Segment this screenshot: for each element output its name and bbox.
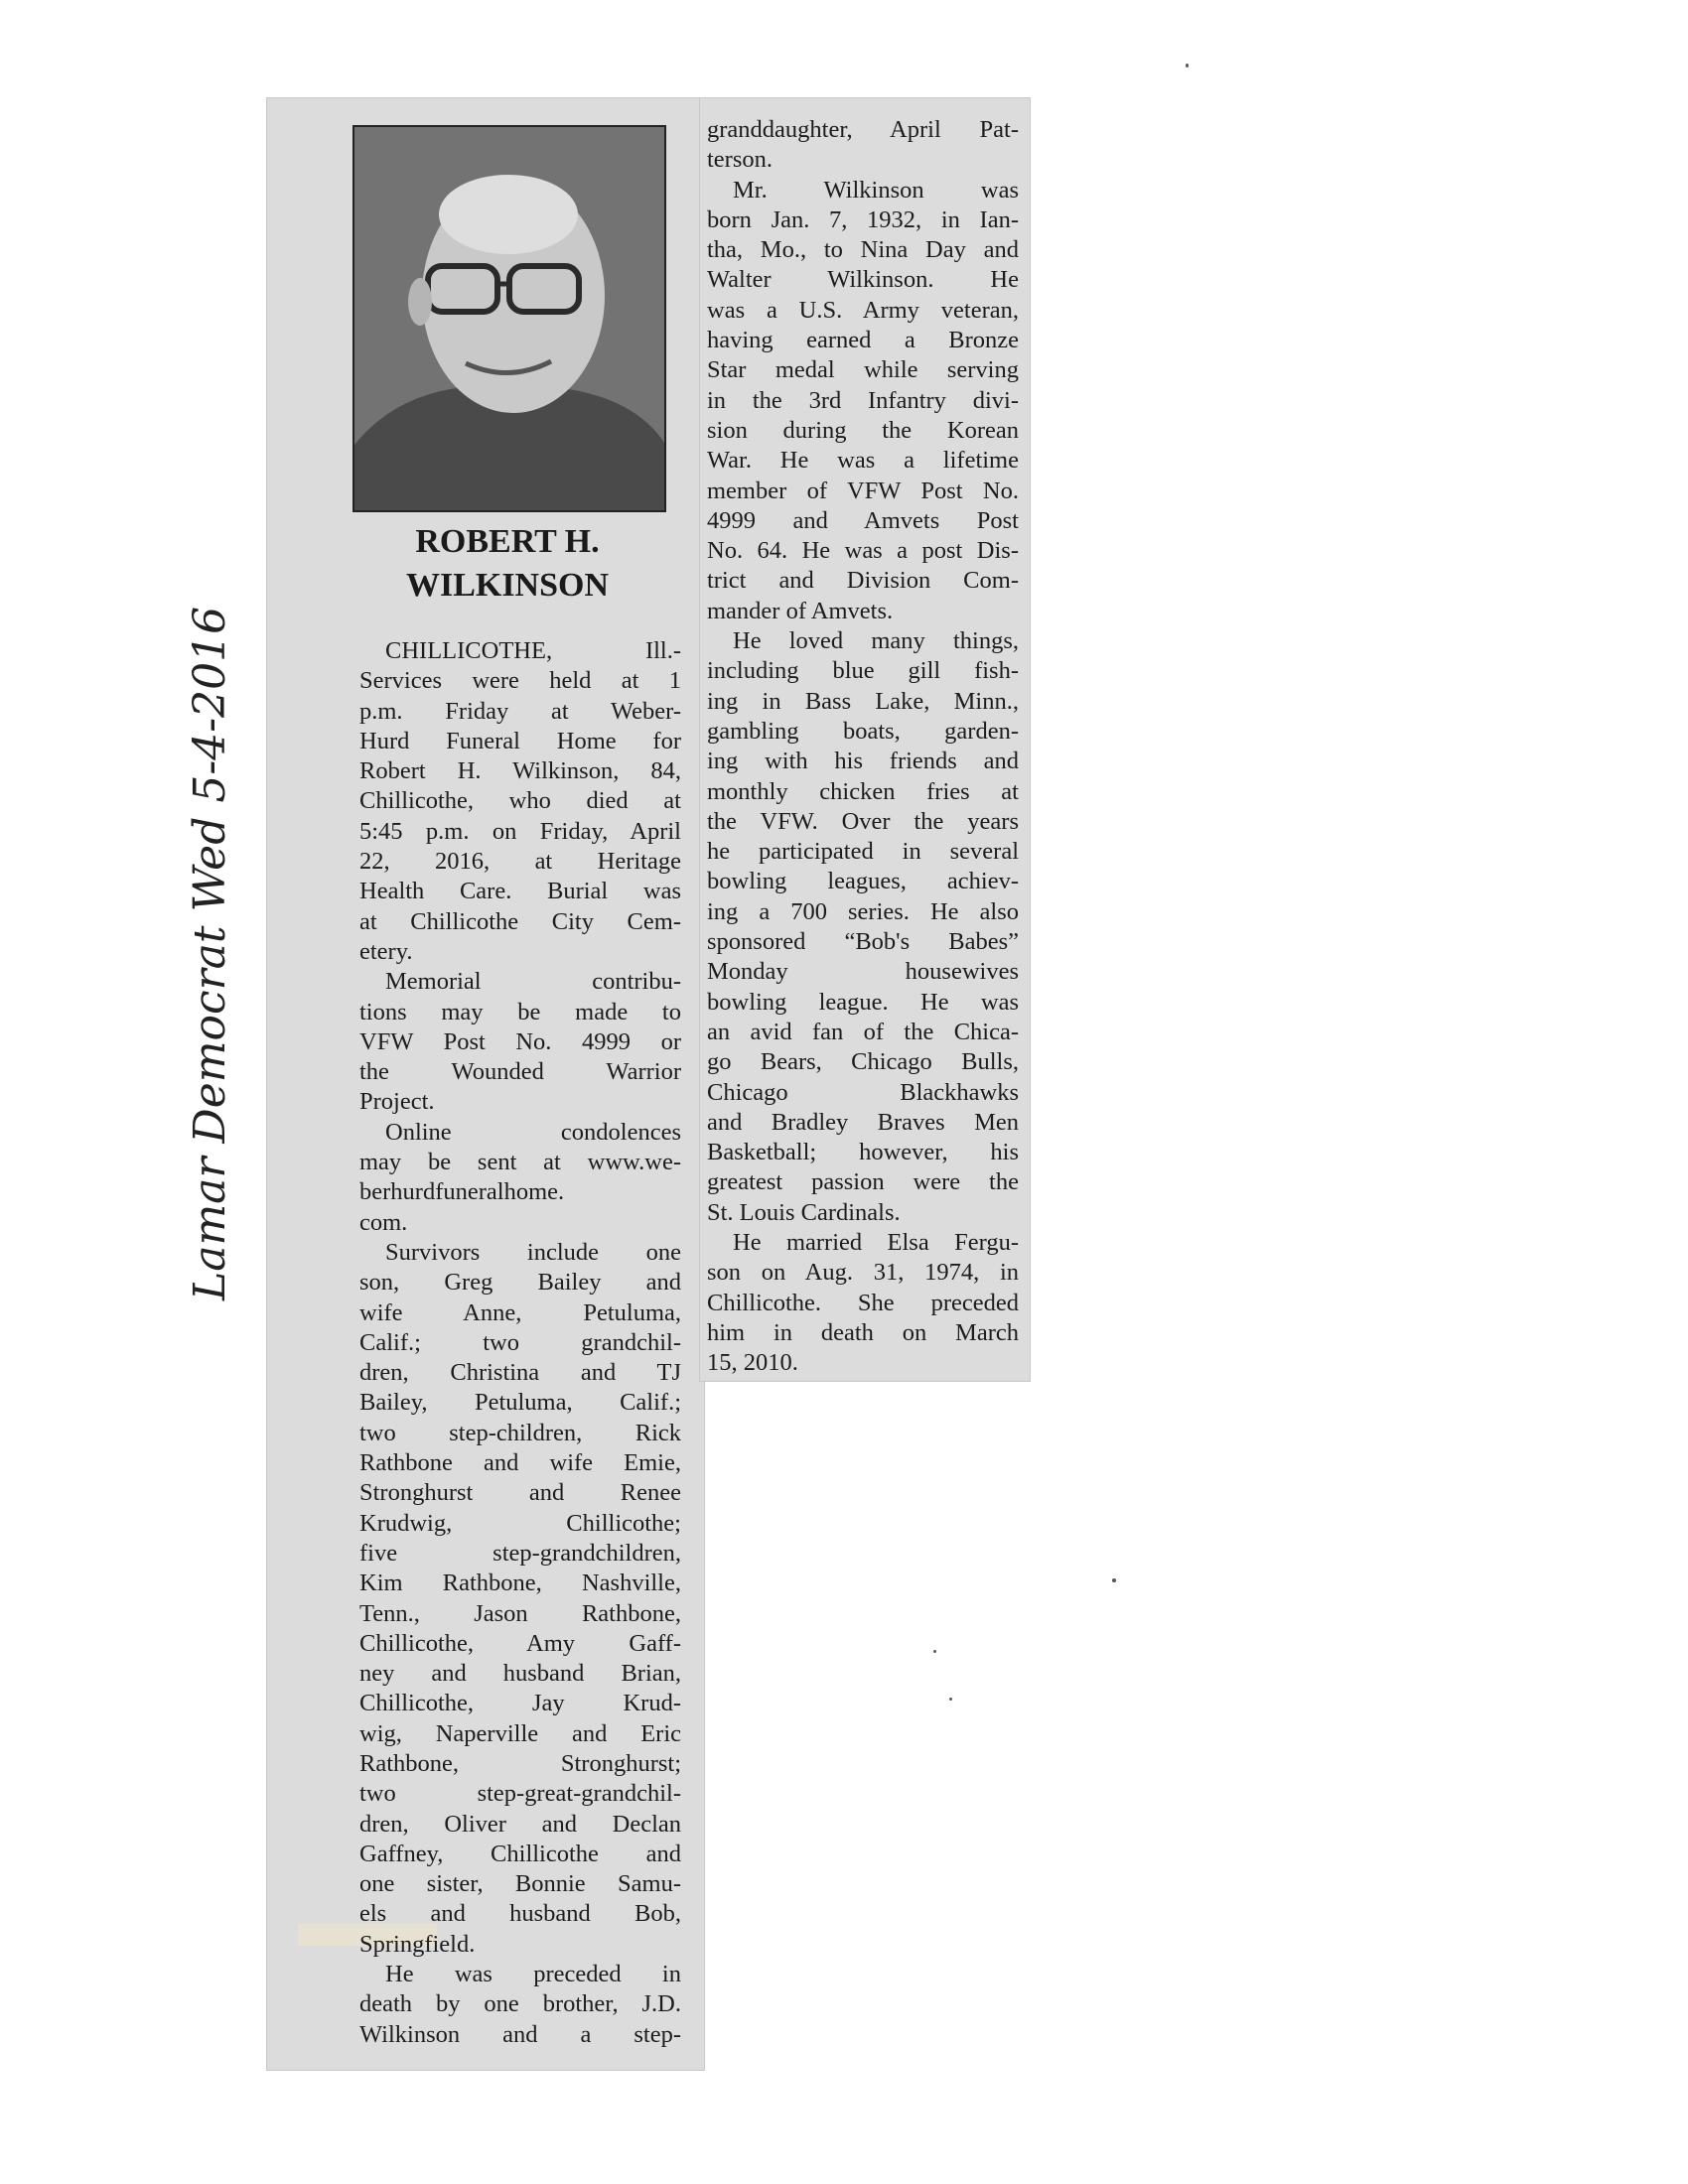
text-line: Gaffney, Chillicothe and [359, 1840, 681, 1867]
text-line: He was preceded in [385, 1961, 681, 1988]
text-line: 22, 2016, at Heritage [359, 848, 681, 876]
text-line: wife Anne, Petuluma, [359, 1298, 681, 1326]
text-line: the VFW. Over the years [707, 807, 1019, 835]
text-line: mander of Amvets. [707, 597, 894, 624]
text-line: the Wounded Warrior [359, 1058, 681, 1086]
text-line: and Bradley Braves Men [707, 1108, 1019, 1136]
text-line: Online condolences [385, 1118, 681, 1146]
text-line: com. [359, 1208, 408, 1236]
text-line: Services were held at 1 [359, 667, 681, 695]
text-line: ing with his friends and [707, 748, 1019, 775]
text-line: Survivors include one [385, 1238, 681, 1266]
portrait-photo [352, 125, 666, 512]
text-line: tions may be made to [359, 998, 681, 1025]
text-line: VFW Post No. 4999 or [359, 1027, 681, 1055]
text-line: Hurd Funeral Home for [359, 727, 681, 754]
headline-line-2: WILKINSON [405, 567, 610, 604]
text-line: sion during the Korean [707, 416, 1019, 444]
text-line: trict and Division Com- [707, 567, 1019, 595]
text-line: Rathbone, Stronghurst; [359, 1749, 681, 1777]
text-line: CHILLICOTHE, Ill.- [385, 637, 681, 664]
text-line: two step-children, Rick [359, 1419, 681, 1446]
text-line: p.m. Friday at Weber- [359, 697, 681, 725]
headline-line-1: ROBERT H. [415, 523, 600, 560]
text-line: five step-grandchildren, [359, 1539, 681, 1567]
text-line: at Chillicothe City Cem- [359, 907, 681, 935]
text-line: one sister, Bonnie Samu- [359, 1870, 681, 1898]
text-line: Walter Wilkinson. He [707, 266, 1019, 294]
text-line: Basketball; however, his [707, 1139, 1019, 1166]
portrait-photo-icon [354, 127, 664, 510]
text-line: member of VFW Post No. [707, 477, 1019, 504]
text-line: death by one brother, J.D. [359, 1990, 681, 2018]
text-line: gambling boats, garden- [707, 717, 1019, 745]
text-line: Stronghurst and Renee [359, 1479, 681, 1507]
text-line: son on Aug. 31, 1974, in [707, 1259, 1019, 1287]
text-line: go Bears, Chicago Bulls, [707, 1048, 1019, 1076]
text-line: els and husband Bob, [359, 1900, 681, 1928]
text-line: No. 64. He was a post Dis- [707, 537, 1019, 565]
text-line: 15, 2010. [707, 1349, 798, 1377]
text-line: Rathbone and wife Emie, [359, 1449, 681, 1477]
text-line: ing in Bass Lake, Minn., [707, 687, 1019, 715]
obituary-column-2 [707, 115, 1019, 1378]
text-line: Krudwig, Chillicothe; [359, 1509, 681, 1537]
text-line: Memorial contribu- [385, 968, 681, 996]
text-line: Wilkinson and a step- [359, 2020, 681, 2048]
text-line: bowling leagues, achiev- [707, 868, 1019, 895]
text-line: Chillicothe. She preceded [707, 1289, 1019, 1316]
text-line: 4999 and Amvets Post [707, 506, 1019, 534]
text-line: born Jan. 7, 1932, in Ian- [707, 205, 1019, 233]
text-line: Mr. Wilkinson was [733, 176, 1019, 204]
text-line: tha, Mo., to Nina Day and [707, 236, 1019, 264]
handwritten-note: Lamar Democrat Wed 5-4-2016 [185, 606, 235, 1300]
obituary-headline [352, 520, 662, 608]
scan-speck [1112, 1578, 1116, 1582]
text-line: Tenn., Jason Rathbone, [359, 1599, 681, 1627]
text-line: may be sent at www.we- [359, 1149, 681, 1176]
text-line: Calif.; two grandchil- [359, 1328, 681, 1356]
text-line: 5:45 p.m. on Friday, April [359, 817, 681, 845]
text-line: Chillicothe, who died at [359, 787, 681, 815]
text-line: Health Care. Burial was [359, 878, 681, 905]
text-line: terson. [707, 146, 773, 174]
text-line: monthly chicken fries at [707, 777, 1019, 805]
text-line: dren, Christina and TJ [359, 1359, 681, 1387]
text-line: War. He was a lifetime [707, 447, 1019, 475]
text-line: bowling league. He was [707, 988, 1019, 1016]
text-line: dren, Oliver and Declan [359, 1810, 681, 1838]
text-line: Springfield. [359, 1930, 476, 1958]
text-line: berhurdfuneralhome. [359, 1178, 565, 1206]
text-line: in the 3rd Infantry divi- [707, 386, 1019, 414]
text-line: Star medal while serving [707, 356, 1019, 384]
text-line: Chillicothe, Amy Gaff- [359, 1629, 681, 1657]
text-line: him in death on March [707, 1318, 1019, 1346]
obituary-column-1 [359, 636, 681, 2050]
text-line: son, Greg Bailey and [359, 1269, 681, 1297]
scan-speck [949, 1698, 952, 1701]
text-line: Chillicothe, Jay Krud- [359, 1690, 681, 1717]
text-line: Monday housewives [707, 958, 1019, 986]
scan-speck [933, 1650, 936, 1653]
text-line: Project. [359, 1088, 435, 1116]
text-line: granddaughter, April Pat- [707, 116, 1019, 143]
text-line: Chicago Blackhawks [707, 1078, 1019, 1106]
text-line: wig, Naperville and Eric [359, 1719, 681, 1747]
text-line: he participated in several [707, 838, 1019, 866]
text-line: greatest passion were the [707, 1168, 1019, 1196]
text-line: ney and husband Brian, [359, 1660, 681, 1688]
text-line: Bailey, Petuluma, Calif.; [359, 1389, 681, 1417]
text-line: He married Elsa Fergu- [733, 1228, 1019, 1256]
text-line: was a U.S. Army veteran, [707, 296, 1019, 324]
text-line: ing a 700 series. He also [707, 897, 1019, 925]
scan-speck [1186, 64, 1189, 68]
text-line: He loved many things, [733, 627, 1019, 655]
text-line: St. Louis Cardinals. [707, 1198, 901, 1226]
text-line: etery. [359, 937, 413, 965]
text-line: sponsored “Bob's Babes” [707, 928, 1019, 956]
text-line: having earned a Bronze [707, 327, 1019, 354]
text-line: two step-great-grandchil- [359, 1780, 681, 1808]
text-line: Kim Rathbone, Nashville, [359, 1570, 681, 1597]
text-line: an avid fan of the Chica- [707, 1018, 1019, 1045]
text-line: Robert H. Wilkinson, 84, [359, 757, 681, 785]
text-line: including blue gill fish- [707, 657, 1019, 685]
